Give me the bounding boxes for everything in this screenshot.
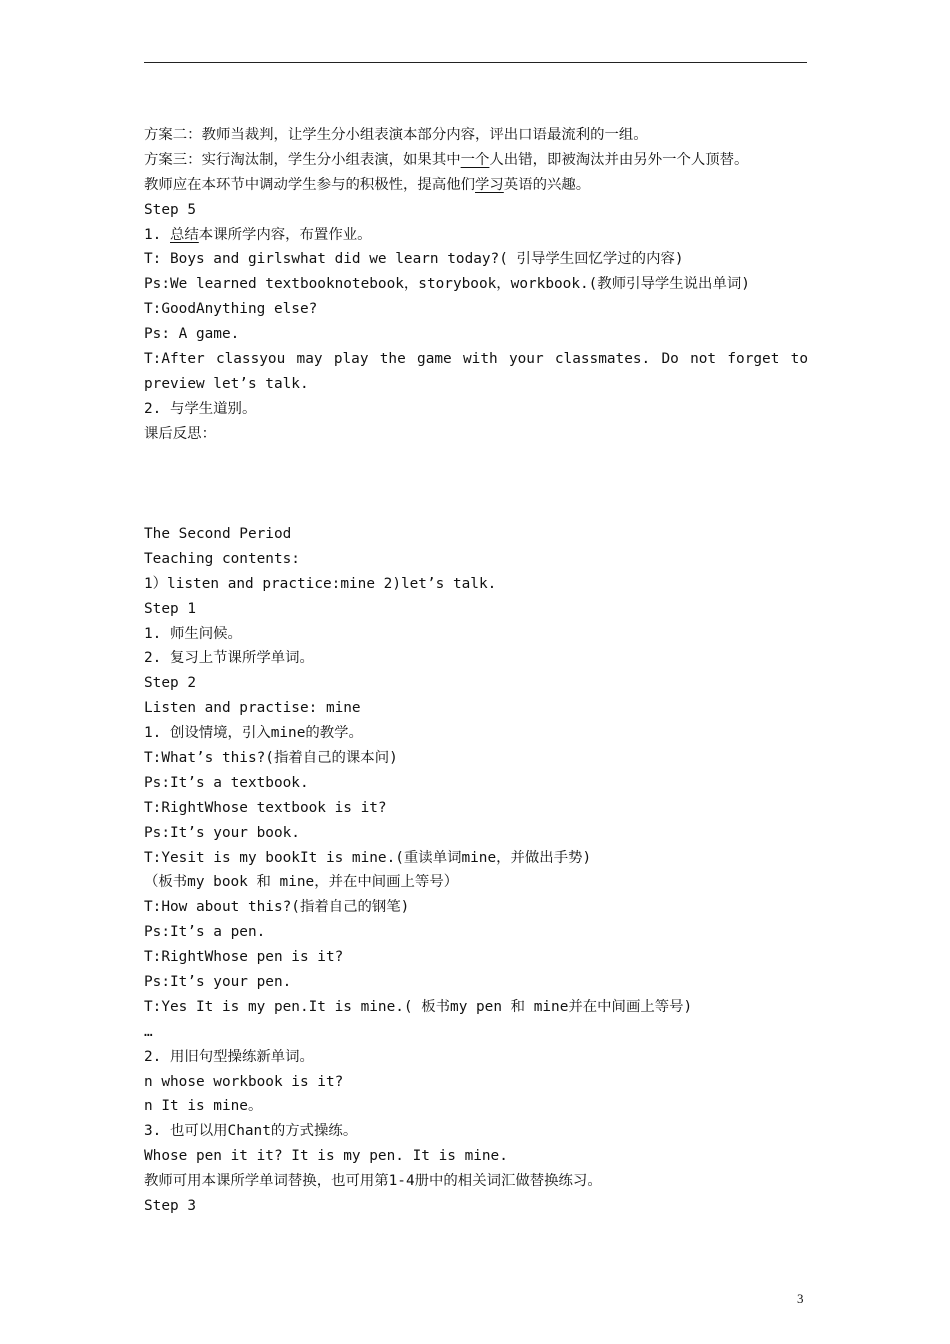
text-line: T:How about this?(指着自己的钢笔) bbox=[144, 899, 410, 916]
text-line: Step 2 bbox=[144, 675, 196, 692]
page-number: 3 bbox=[797, 1291, 804, 1306]
text-line bbox=[144, 223, 808, 248]
text-span: 教师应在本环节中调动学生参与的积极性，提高他们 bbox=[144, 176, 475, 193]
text-line: 3. 也可以用Chant的方式操练。 bbox=[144, 1123, 358, 1140]
text-line: 课后反思： bbox=[144, 425, 216, 442]
text-line: T:Yesit is my bookIt is mine.(重读单词mine，并做出手势) bbox=[144, 849, 592, 866]
text-block-1 bbox=[144, 123, 808, 447]
text-line bbox=[144, 148, 808, 173]
text-line: … bbox=[144, 1023, 153, 1040]
text-line: Step 5 bbox=[144, 201, 196, 218]
text-line: 2. 与学生道别。 bbox=[144, 400, 257, 417]
underlined-word: 学习 bbox=[475, 176, 504, 193]
text-line: Ps:We learned textbooknotebook，storybook，workbook.(教师引导学生说出单词) bbox=[144, 276, 750, 293]
text-line: preview let’s talk. bbox=[144, 375, 309, 392]
text-span: 英语的兴趣。 bbox=[503, 176, 591, 193]
text-line: Ps:It’s your pen. bbox=[144, 974, 292, 991]
text-line: Ps: A game. bbox=[144, 326, 240, 343]
text-line: Teaching contents: bbox=[144, 550, 300, 567]
text-line: Ps:It’s a pen. bbox=[144, 924, 266, 941]
text-line: 教师可用本课所学单词替换，也可用第1-4册中的相关词汇做替换练习。 bbox=[144, 1173, 602, 1190]
text-line: Step 1 bbox=[144, 600, 196, 617]
text-span: 人出错，即被淘汰并由另外一个人顶替。 bbox=[489, 151, 749, 168]
text-line: （板书my book 和 mine，并在中间画上等号） bbox=[144, 874, 459, 891]
text-span: 本课所学内容，布置作业。 bbox=[198, 226, 372, 243]
text-line: T: Boys and girlswhat did we learn today?( 引导学生回忆学过的内容) bbox=[144, 251, 684, 268]
text-line: 1. 创设情境，引入mine的教学。 bbox=[144, 725, 363, 742]
text-span: 方案三：实行淘汰制，学生分小组表演，如果其中 bbox=[144, 151, 461, 168]
text-line: Whose pen it it? It is my pen. It is mine. bbox=[144, 1148, 508, 1165]
text-line: 2. 用旧句型操练新单词。 bbox=[144, 1048, 314, 1065]
text-line: n whose workbook is it? bbox=[144, 1073, 344, 1090]
text-line: The Second Period bbox=[144, 526, 292, 542]
text-line: T:What’s this?(指着自己的课本问) bbox=[144, 750, 398, 767]
text-line: T:After classyou may play the game with your classmates. Do not forget to bbox=[144, 351, 808, 368]
header-rule bbox=[144, 62, 807, 63]
text-line: T:GoodAnything else? bbox=[144, 301, 318, 318]
text-line: 1. 师生问候。 bbox=[144, 625, 242, 642]
underlined-word: 总结 bbox=[170, 226, 199, 243]
text-line: 1）listen and practice:mine 2)let’s talk. bbox=[144, 575, 497, 592]
text-line: Ps:It’s your book. bbox=[144, 824, 300, 841]
text-line: n It is mine。 bbox=[144, 1098, 263, 1115]
text-line: 2. 复习上节课所学单词。 bbox=[144, 650, 314, 667]
text-line bbox=[144, 173, 808, 198]
text-line: T:RightWhose textbook is it? bbox=[144, 799, 387, 816]
text-span: 1. bbox=[144, 226, 170, 243]
text-line: 方案二：教师当裁判，让学生分小组表演本部分内容，评出口语最流利的一组。 bbox=[144, 127, 648, 143]
text-line: Ps:It’s a textbook. bbox=[144, 774, 309, 791]
underlined-word: 一个 bbox=[460, 151, 490, 168]
text-block-2 bbox=[144, 522, 808, 1219]
text-line: Step 3 bbox=[144, 1198, 196, 1215]
text-line: T:Yes It is my pen.It is mine.( 板书my pen 和 mine并在中间画上等号) bbox=[144, 998, 693, 1015]
text-line: Listen and practise: mine bbox=[144, 700, 361, 717]
text-line: T:RightWhose pen is it? bbox=[144, 949, 344, 966]
